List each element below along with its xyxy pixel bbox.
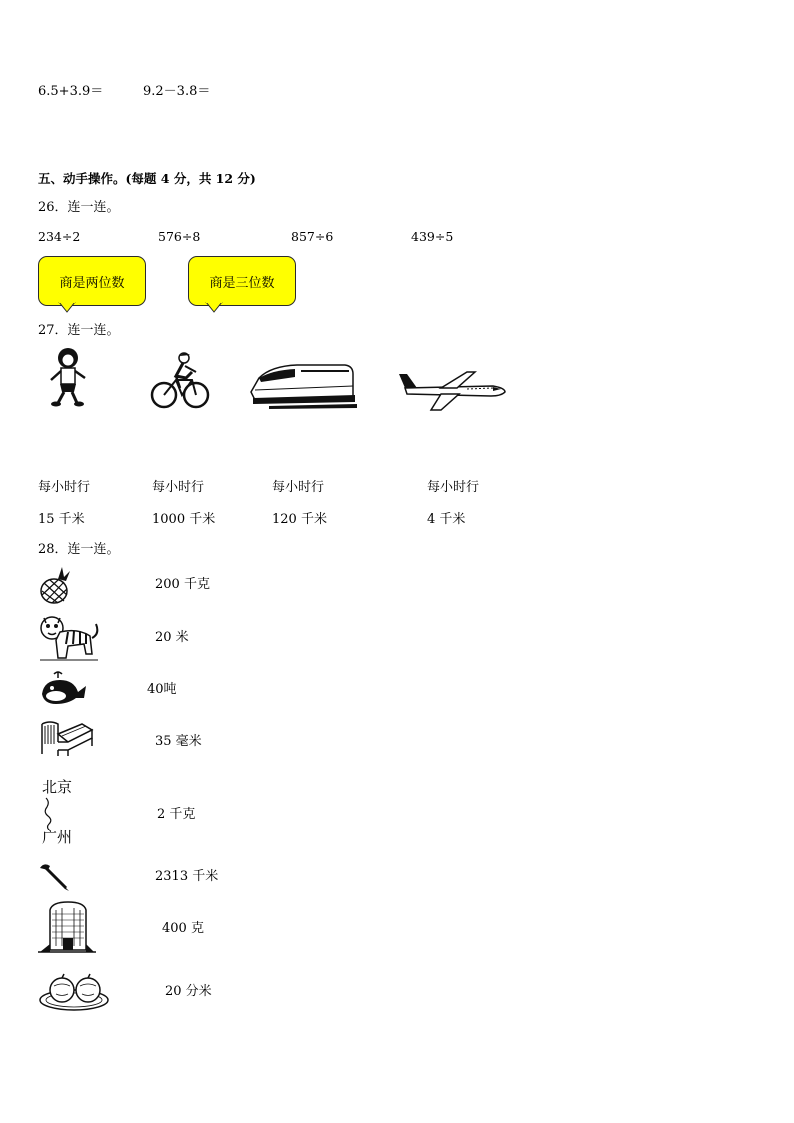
speed-label-2: 每小时行 [152,480,205,495]
q28-value-8: 20 分米 [165,984,212,999]
route-line [40,796,60,830]
pineapple-icon [38,567,72,605]
map-label-guangzhou: 广州 [42,828,73,846]
cyclist-icon [150,350,210,410]
q28-value-1: 200 千克 [155,577,210,592]
speed-value-4: 4 千米 [427,512,466,527]
speed-label-3: 每小时行 [272,480,325,495]
question-26-label: 26．连一连。 [38,200,120,215]
equation-2: 9.2－3.8＝ [143,84,211,99]
speed-value-3: 120 千米 [272,512,327,527]
tiger-icon [38,614,100,664]
equation-1: 6.5+3.9＝ [38,84,104,99]
fruit-plate-icon [38,970,110,1012]
callout-pointer-icon [58,302,78,314]
expression-3: 857÷6 [291,229,334,244]
speed-label-4: 每小时行 [427,480,480,495]
expression-2: 576÷8 [158,229,201,244]
q28-value-4: 35 毫米 [155,734,202,749]
map-label-beijing: 北京 [42,778,73,796]
nail-icon [38,862,70,892]
speed-value-2: 1000 千米 [152,512,216,527]
section-title: 五、动手操作。(每题 4 分，共 12 分) [38,171,256,186]
q28-value-3: 40吨 [147,682,177,697]
building-icon [38,900,96,954]
q28-value-5: 2 千克 [157,807,196,822]
beijing-guangzhou-route-icon [40,776,82,848]
callout-label: 商是两位数 [59,275,125,291]
q28-value-6: 2313 千米 [155,869,219,884]
callout-three-digit-quotient [188,256,296,306]
high-speed-train-icon [249,362,359,410]
bed-icon [38,718,94,758]
airplane-icon [397,370,509,412]
callout-label: 商是三位数 [209,275,275,291]
speed-value-1: 15 千米 [38,512,85,527]
question-28-label: 28．连一连。 [38,542,120,557]
speed-label-1: 每小时行 [38,480,91,495]
callout-pointer-icon [205,302,225,314]
q28-value-2: 20 米 [155,630,189,645]
question-27-label: 27．连一连。 [38,323,120,338]
q28-value-7: 400 克 [162,921,204,936]
whale-icon [38,670,88,706]
callout-two-digit-quotient [38,256,146,306]
expression-4: 439÷5 [411,229,454,244]
child-walking-icon [46,346,90,408]
expression-1: 234÷2 [38,229,81,244]
